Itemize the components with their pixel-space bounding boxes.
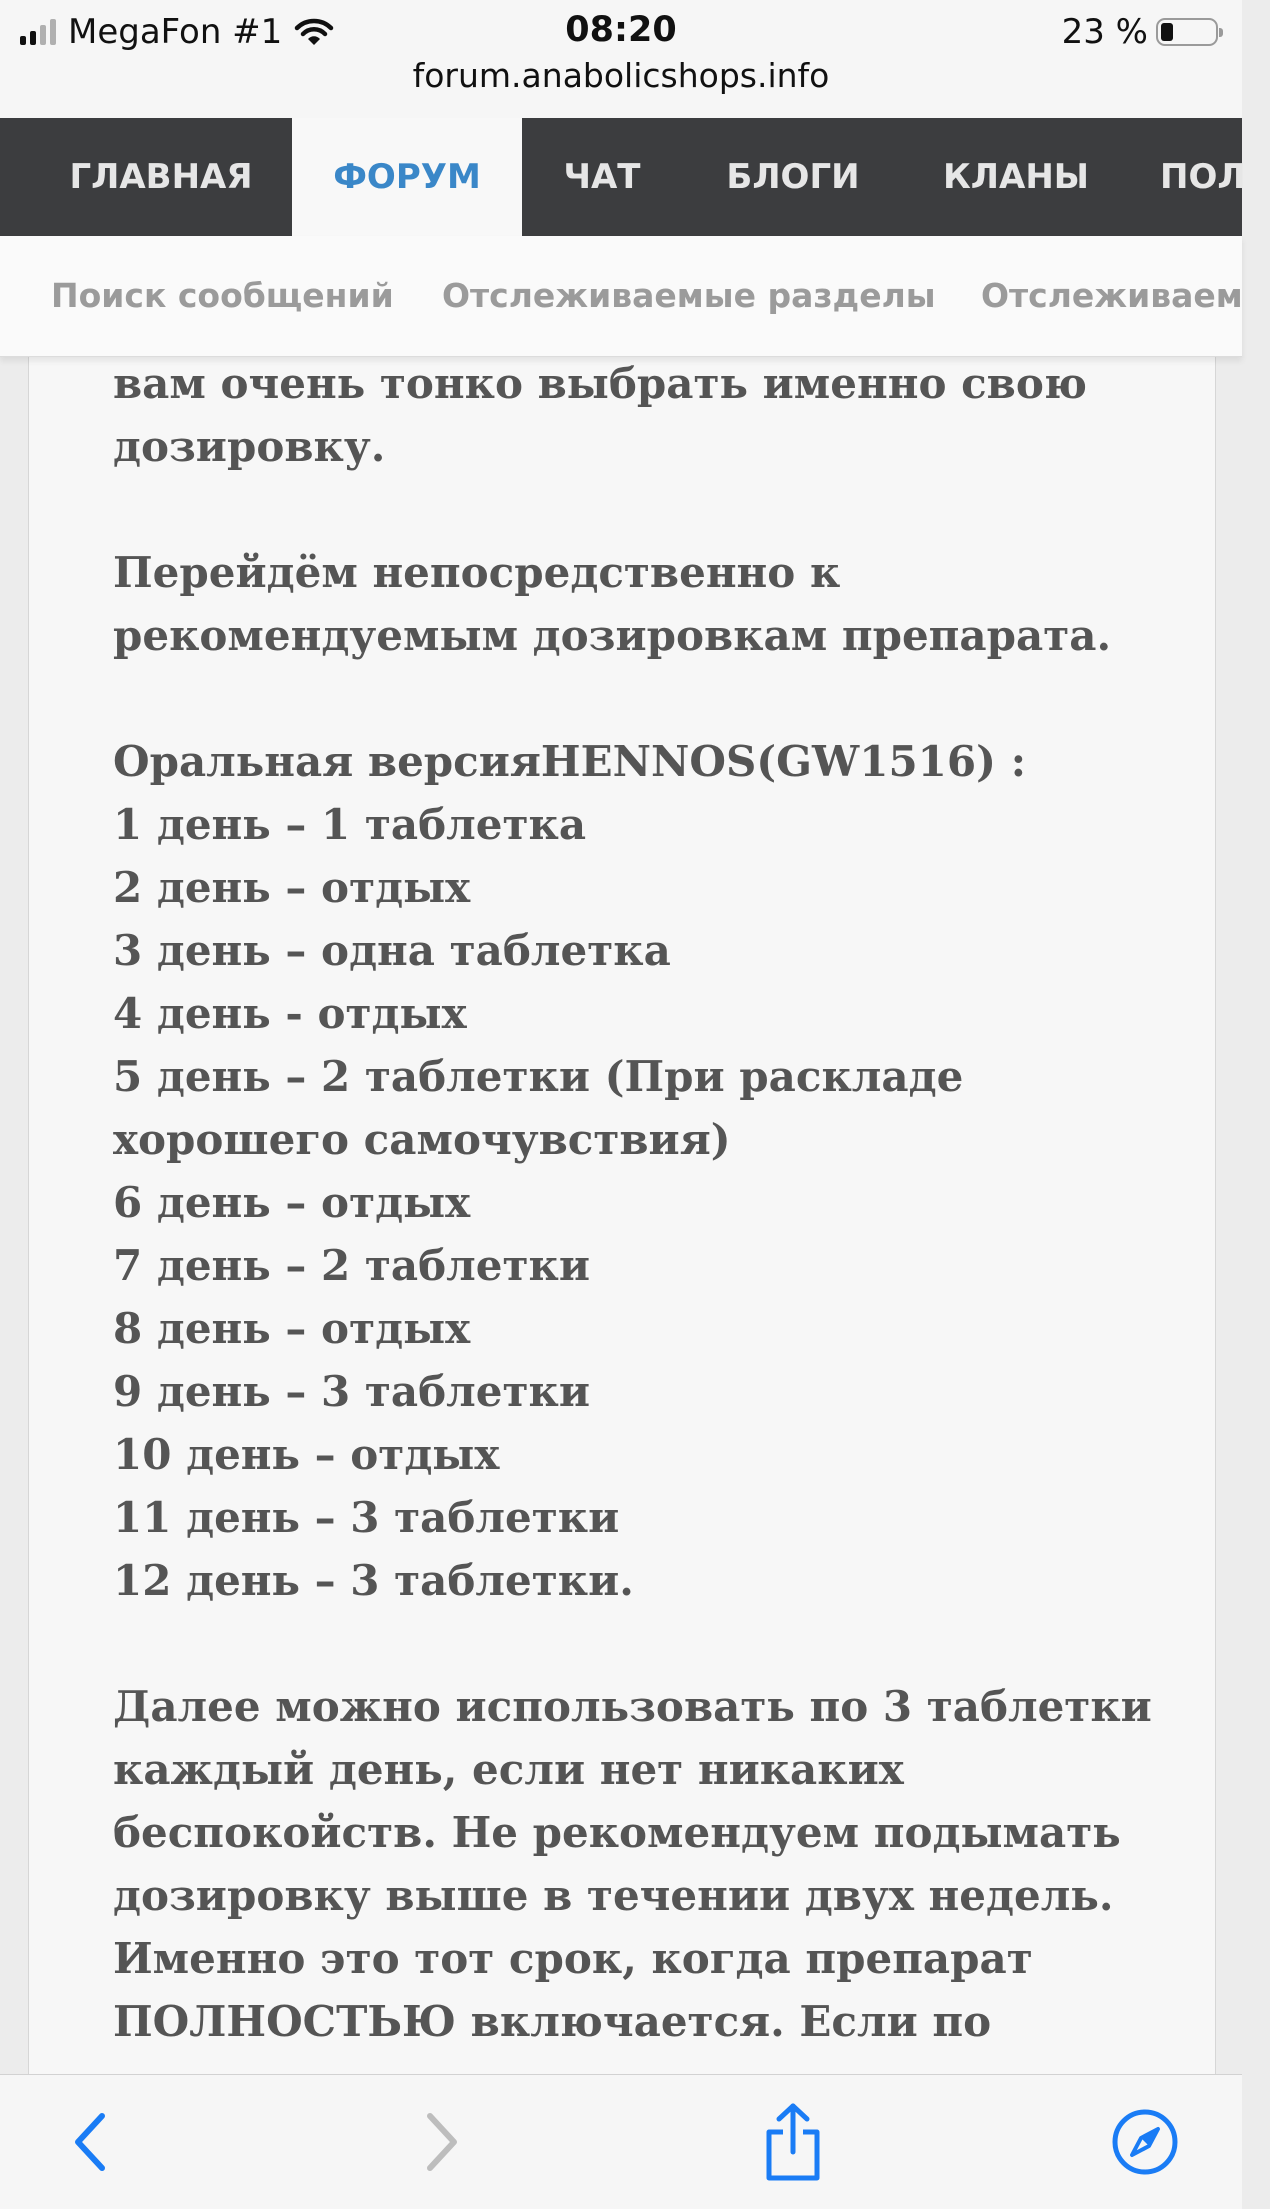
nav-tab-chat[interactable]: ЧАТ <box>563 157 641 197</box>
sub-nav-search-messages[interactable]: Поиск сообщений <box>51 276 394 315</box>
post-line <box>113 1612 1173 1675</box>
sub-nav-watched-forums[interactable]: Отслеживаемые разделы <box>442 276 936 315</box>
status-right <box>1062 10 1218 54</box>
post-line: каждый день, если нет никаких <box>113 1745 904 1794</box>
post-line: 1 день – 1 таблетка <box>113 800 587 849</box>
post-line: ПОЛНОСТЬЮ включается. Если по <box>113 1997 992 2046</box>
post-line: вам очень тонко выбрать именно свою <box>113 359 1087 408</box>
nav-tab-more[interactable]: ПОЛ <box>1160 157 1246 197</box>
post-line <box>113 478 1173 541</box>
post-line: 4 день - отдых <box>113 989 467 1038</box>
post-line: Далее можно использовать по 3 таблетки <box>113 1682 1152 1731</box>
forward-chevron-icon <box>416 2110 466 2174</box>
post-line: 5 день – 2 таблетки (При раскладе <box>113 1052 964 1101</box>
battery-level <box>1161 23 1173 41</box>
compass-button[interactable] <box>1100 2097 1190 2187</box>
content-area[interactable] <box>0 356 1242 2074</box>
post-line: Оральная версияHENNOS(GW1516) : <box>113 737 1027 786</box>
post-line <box>113 667 1173 730</box>
post-line: 9 день – 3 таблетки <box>113 1367 590 1416</box>
battery-percent: 23 % <box>1061 12 1148 52</box>
post-line: дозировку. <box>113 422 386 471</box>
post-line: 3 день – одна таблетка <box>113 926 671 975</box>
browser-toolbar <box>0 2074 1242 2209</box>
clock: 08:20 <box>565 10 677 50</box>
status-bar <box>0 0 1242 119</box>
nav-tab-home[interactable]: ГЛАВНАЯ <box>69 157 253 197</box>
sub-nav-watched-threads[interactable]: Отслеживаем <box>981 276 1243 315</box>
post-line: 6 день – отдых <box>113 1178 471 1227</box>
forward-button[interactable] <box>396 2097 486 2187</box>
post-body <box>113 352 1173 2116</box>
back-chevron-icon <box>66 2110 116 2174</box>
top-nav <box>0 118 1246 236</box>
battery-icon <box>1156 18 1218 46</box>
share-icon <box>761 2102 825 2182</box>
post-line: рекомендуемым дозировкам препарата. <box>113 611 1112 660</box>
post-card <box>28 356 1216 2074</box>
post-line: 8 день – отдых <box>113 1304 471 1353</box>
share-button[interactable] <box>748 2097 838 2187</box>
post-line: 7 день – 2 таблетки <box>113 1241 590 1290</box>
post-line: Перейдём непосредственно к <box>113 548 841 597</box>
post-line: 2 день – отдых <box>113 863 471 912</box>
compass-icon <box>1110 2107 1180 2177</box>
nav-tab-forum[interactable]: ФОРУМ <box>292 118 522 236</box>
nav-tab-clans[interactable]: КЛАНЫ <box>942 157 1090 197</box>
back-button[interactable] <box>46 2097 136 2187</box>
post-line: Именно это тот срок, когда препарат <box>113 1934 1033 1983</box>
address-bar-url[interactable]: forum.anabolicshops.info <box>412 56 830 95</box>
post-line: 10 день – отдых <box>113 1430 500 1479</box>
post-line: дозировку выше в течении двух недель. <box>113 1871 1114 1920</box>
post-line: 11 день – 3 таблетки <box>113 1493 620 1542</box>
post-line: хорошего самочувствия) <box>113 1115 731 1164</box>
sub-nav <box>0 236 1242 357</box>
post-line: 12 день – 3 таблетки. <box>113 1556 634 1605</box>
nav-tab-blogs[interactable]: БЛОГИ <box>726 157 860 197</box>
post-line: беспокойств. Не рекомендуем подымать <box>113 1808 1121 1857</box>
carrier-name: MegaFon #1 <box>68 12 283 52</box>
